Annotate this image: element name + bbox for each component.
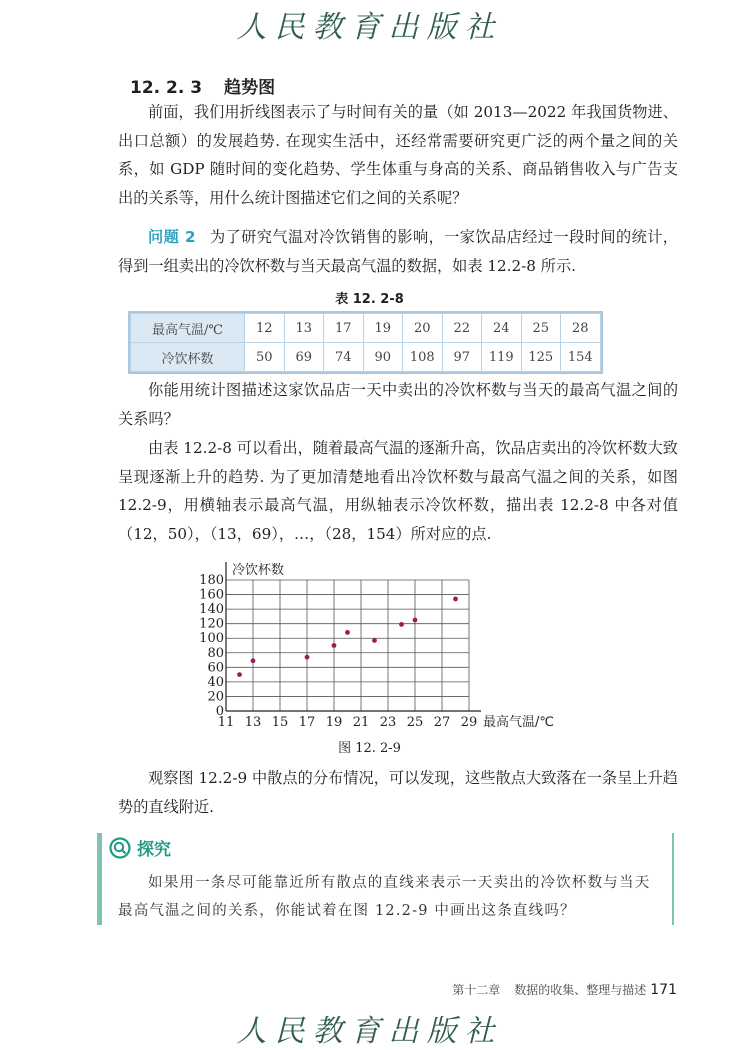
table-row [131, 314, 601, 343]
y-tick-label: 40 [207, 674, 224, 690]
problem-label: 问题 2 [148, 228, 196, 246]
y-tick-label: 140 [199, 602, 224, 618]
scatter-chart [190, 560, 710, 760]
data-point [413, 618, 418, 623]
y-tick-label: 100 [199, 631, 224, 647]
analysis-paragraph: 由表 12.2-8 可以看出，随着最高气温的逐渐升高，饮品店卖出的冷饮杯数大致呈现逐渐上升的趋势. 为了更加清楚地看出冷饮杯数与最高气温之间的关系，如图 12.2-9，用横轴表示最高气温，用纵轴表示冷饮杯数，描出表 12.2-8 中各对值（12，50），（13，69），…，（28，154）所对应的点. [118, 439, 678, 543]
x-axis-label: 最高气温/℃ [483, 715, 554, 730]
x-tick-label: 19 [325, 715, 343, 730]
x-tick-label: 21 [352, 715, 370, 730]
table-row-header: 最高气温/℃ [131, 314, 245, 343]
explore-box [97, 833, 674, 925]
table-cell: 20 [403, 314, 443, 343]
table-cell: 28 [561, 314, 601, 343]
page-number: 171 [650, 982, 677, 998]
explore-left-border [97, 833, 102, 925]
data-point [345, 630, 350, 635]
problem-text: 为了研究气温对冷饮销售的影响，一家饮品店经过一段时间的统计，得到一组卖出的冷饮杯数与当天最高气温的数据，如表 12.2-8 所示. [118, 228, 678, 275]
publisher-logo-top: 人民教育出版社 [236, 10, 503, 45]
y-tick-label: 20 [207, 689, 224, 705]
data-table [130, 313, 601, 372]
table-cell: 69 [284, 343, 324, 372]
table-row [131, 343, 601, 372]
table-cell: 25 [521, 314, 561, 343]
data-point [237, 672, 242, 677]
data-point [251, 658, 256, 663]
publisher-logo-bottom: 人民教育出版社 [236, 1014, 503, 1049]
explore-title: 探究 [137, 840, 171, 860]
data-point [453, 597, 458, 602]
table-title: 表 12. 2-8 [335, 292, 404, 307]
x-tick-label: 29 [460, 715, 478, 730]
section-number: 12. 2. 3 [130, 78, 203, 98]
y-tick-label: 80 [207, 645, 224, 661]
table-cell: 125 [521, 343, 561, 372]
question-paragraph: 你能用统计图描述这家饮品店一天中卖出的冷饮杯数与当天的最高气温之间的关系吗？ [118, 381, 678, 428]
chapter-title: 数据的收集、整理与描述 [514, 983, 647, 997]
explore-right-border [672, 833, 674, 925]
table-cell: 17 [324, 314, 364, 343]
data-point [305, 655, 310, 660]
x-tick-label: 23 [379, 715, 397, 730]
figure-caption: 图 12. 2-9 [338, 741, 401, 756]
x-tick-label: 11 [217, 715, 235, 730]
magnifier-icon [109, 837, 131, 859]
table-cell: 50 [245, 343, 285, 372]
x-tick-label: 13 [244, 715, 262, 730]
table-cell: 24 [482, 314, 522, 343]
y-tick-label: 0 [215, 704, 224, 719]
observation-paragraph: 观察图 12.2-9 中散点的分布情况，可以发现，这些散点大致落在一条呈上升趋势的直线附近. [118, 769, 678, 816]
y-tick-label: 120 [199, 616, 224, 632]
table-cell: 19 [363, 314, 403, 343]
explore-heading [109, 835, 171, 860]
y-tick-label: 160 [199, 587, 224, 603]
table-cell: 13 [284, 314, 324, 343]
x-tick-label: 17 [298, 715, 316, 730]
table-cell: 12 [245, 314, 285, 343]
table-cell: 90 [363, 343, 403, 372]
x-tick-label: 27 [433, 715, 451, 730]
explore-text: 如果用一条尽可能靠近所有散点的直线来表示一天卖出的冷饮杯数与当天最高气温之间的关系，你能试着在图 12.2-9 中画出这条直线吗？ [118, 875, 651, 919]
y-tick-label: 180 [199, 573, 224, 588]
data-point [332, 643, 337, 648]
data-point [372, 638, 377, 643]
data-point [399, 622, 404, 627]
chapter-number: 第十二章 [452, 983, 501, 997]
table-row-header: 冷饮杯数 [131, 343, 245, 372]
table-cell: 108 [403, 343, 443, 372]
table-cell: 74 [324, 343, 364, 372]
table-cell: 119 [482, 343, 522, 372]
page-footer [452, 981, 677, 998]
intro-paragraph: 前面，我们用折线图表示了与时间有关的量（如 2013—2022 年我国货物进、出口总额）的发展趋势. 在现实生活中，还经常需要研究更广泛的两个量之间的关系，如 GDP 随时间的变化趋势、学生体重与身高的关系、商品销售收入与广告支出的关系等，用什么统计图描述它们之间的关系呢？ [118, 103, 678, 207]
y-tick-label: 60 [207, 660, 224, 676]
section-heading [130, 73, 275, 98]
y-axis-label: 冷饮杯数 [232, 563, 285, 578]
table-cell: 154 [561, 343, 601, 372]
x-tick-label: 25 [406, 715, 424, 730]
table-cell: 97 [442, 343, 482, 372]
section-title: 趋势图 [224, 78, 276, 98]
problem-paragraph [118, 223, 678, 280]
table-cell: 22 [442, 314, 482, 343]
x-tick-label: 15 [271, 715, 289, 730]
